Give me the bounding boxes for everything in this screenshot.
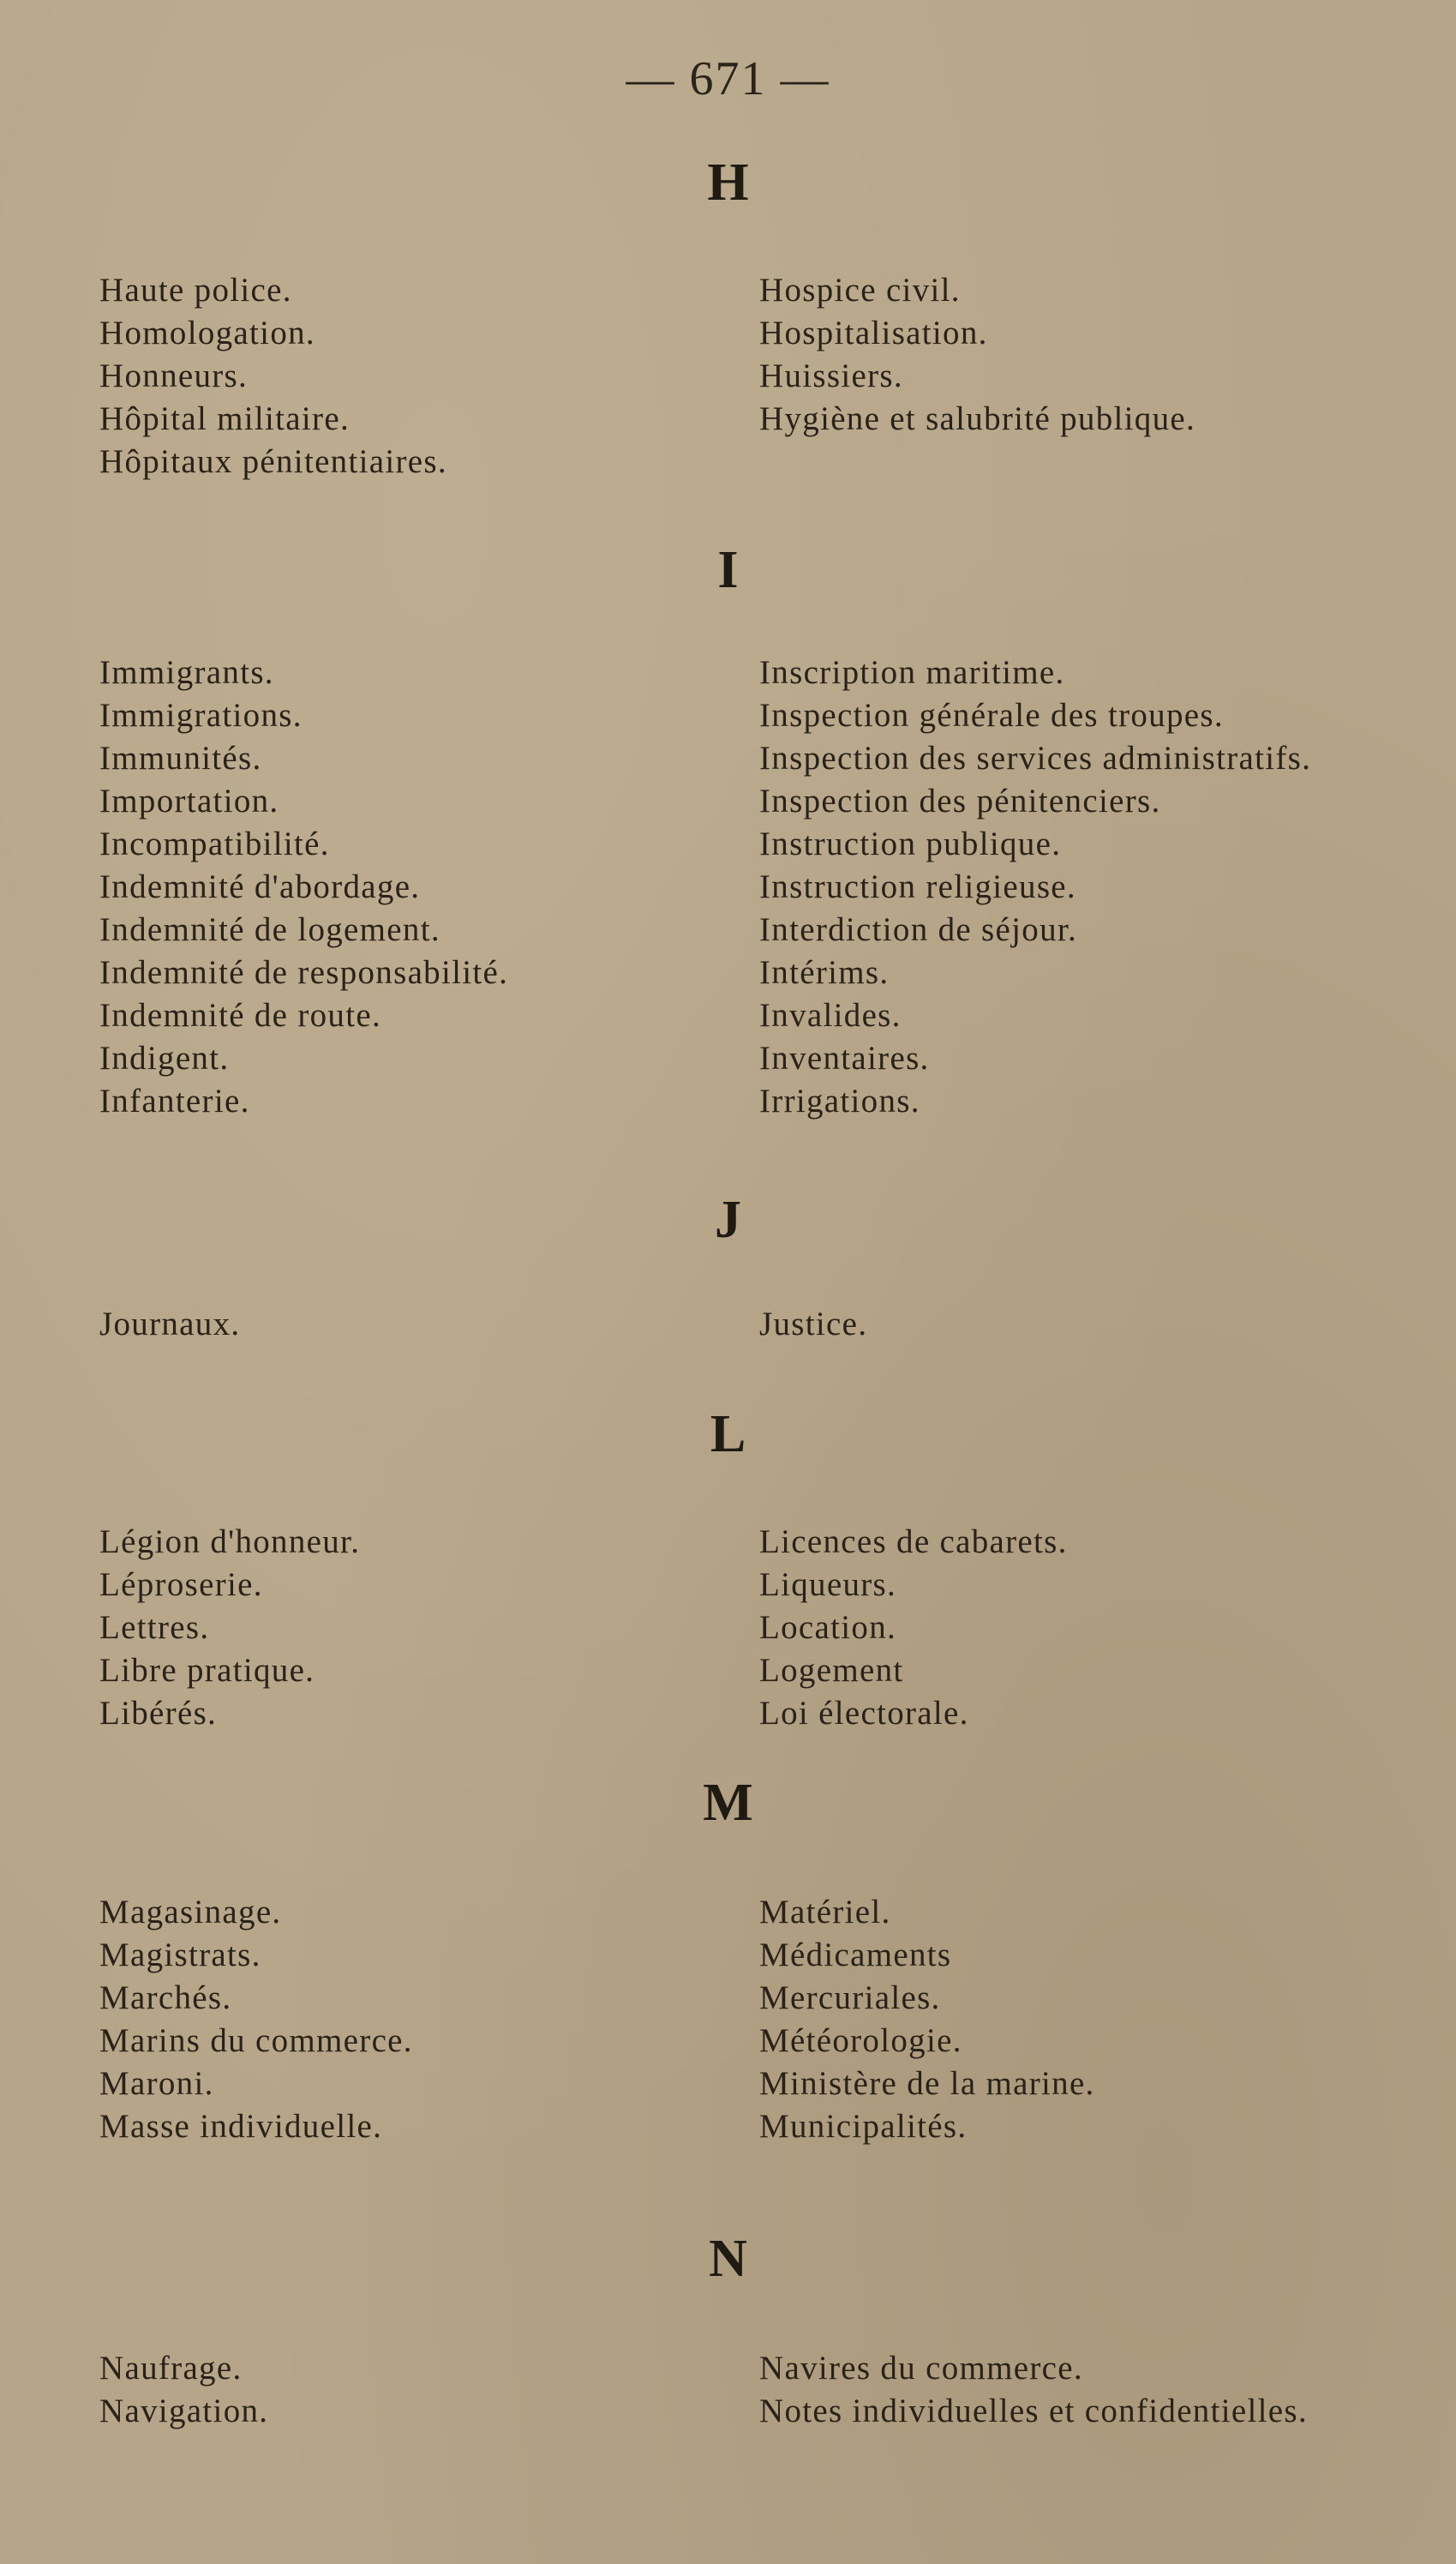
index-entry: Inscription maritime. bbox=[759, 654, 1065, 691]
index-entry: Instruction religieuse. bbox=[759, 868, 1076, 905]
index-entry: Maroni. bbox=[99, 2065, 214, 2102]
index-entry: Inventaires. bbox=[759, 1040, 930, 1077]
index-entry: Hôpital militaire. bbox=[99, 400, 351, 437]
index-entry: Magasinage. bbox=[99, 1894, 282, 1931]
index-entry: Interdiction de séjour. bbox=[759, 911, 1078, 948]
index-entry: Mercuriales. bbox=[759, 1979, 941, 2016]
index-entry: Incompatibilité. bbox=[99, 826, 330, 862]
index-entry: Huissiers. bbox=[759, 357, 903, 394]
index-entry: Ministère de la marine. bbox=[759, 2065, 1095, 2102]
index-entry: Loi électorale. bbox=[759, 1695, 969, 1732]
left-column bbox=[99, 1891, 413, 2148]
index-entry: Masse individuelle. bbox=[99, 2108, 383, 2145]
left-column bbox=[99, 1303, 240, 1346]
index-entry: Municipalités. bbox=[759, 2108, 968, 2145]
index-entry: Légion d'honneur. bbox=[99, 1523, 361, 1560]
section-letter: H bbox=[707, 153, 749, 212]
index-entry: Navigation. bbox=[99, 2393, 269, 2429]
index-entry: Inspection générale des troupes. bbox=[759, 697, 1224, 734]
index-entry: Libre pratique. bbox=[99, 1652, 315, 1689]
index-entry: Hôpitaux pénitentiaires. bbox=[99, 443, 447, 480]
section-letter: L bbox=[710, 1405, 746, 1463]
index-entry: Instruction publique. bbox=[759, 826, 1062, 862]
index-entry: Médicaments bbox=[759, 1937, 952, 1973]
index-entry: Hospice civil. bbox=[759, 272, 961, 309]
index-entry: Logement bbox=[759, 1652, 904, 1689]
index-entry: Indemnité de logement. bbox=[99, 911, 440, 948]
index-entry: Intérims. bbox=[759, 954, 890, 991]
index-entry: Indemnité de route. bbox=[99, 997, 382, 1034]
index-entry: Hygiène et salubrité publique. bbox=[759, 400, 1196, 437]
left-column bbox=[99, 269, 447, 483]
index-entry: Immigrants. bbox=[99, 654, 274, 691]
index-entry: Notes individuelles et confidentielles. bbox=[759, 2393, 1308, 2429]
index-entry: Marins du commerce. bbox=[99, 2022, 413, 2059]
index-entry: Matériel. bbox=[759, 1894, 891, 1931]
right-column bbox=[759, 1891, 1095, 2148]
index-entry: Journaux. bbox=[99, 1306, 241, 1342]
right-column bbox=[759, 1303, 867, 1346]
left-column bbox=[99, 652, 508, 1123]
index-entry: Indemnité de responsabilité. bbox=[99, 954, 509, 991]
left-column bbox=[99, 1521, 360, 1735]
section-letter: M bbox=[703, 1774, 753, 1832]
index-entry: Navires du commerce. bbox=[759, 2350, 1083, 2387]
index-entry: Homologation. bbox=[99, 315, 315, 351]
index-entry: Importation. bbox=[99, 783, 279, 820]
index-entry: Lettres. bbox=[99, 1609, 210, 1646]
index-entry: Inspection des pénitenciers. bbox=[759, 783, 1161, 820]
section-letter: N bbox=[709, 2230, 747, 2288]
index-entry: Naufrage. bbox=[99, 2350, 243, 2387]
page-number: — 671 — bbox=[626, 52, 830, 105]
index-entry: Haute police. bbox=[99, 272, 292, 309]
index-entry: Irrigations. bbox=[759, 1083, 920, 1120]
index-entry: Météorologie. bbox=[759, 2022, 962, 2059]
right-column bbox=[759, 652, 1311, 1123]
index-entry: Libérés. bbox=[99, 1695, 218, 1732]
right-column bbox=[759, 2347, 1308, 2433]
index-entry: Location. bbox=[759, 1609, 897, 1646]
index-entry: Infanterie. bbox=[99, 1083, 250, 1120]
index-entry: Magistrats. bbox=[99, 1937, 261, 1973]
right-column bbox=[759, 269, 1195, 441]
index-entry: Indemnité d'abordage. bbox=[99, 868, 421, 905]
index-entry: Hospitalisation. bbox=[759, 315, 988, 351]
index-entry: Léproserie. bbox=[99, 1566, 263, 1603]
right-column bbox=[759, 1521, 1068, 1735]
index-entry: Invalides. bbox=[759, 997, 902, 1034]
section-letter: J bbox=[715, 1191, 741, 1249]
index-entry: Marchés. bbox=[99, 1979, 232, 2016]
index-entry: Immigrations. bbox=[99, 697, 303, 734]
section-letter: I bbox=[717, 541, 739, 599]
index-entry: Indigent. bbox=[99, 1040, 230, 1077]
index-entry: Justice. bbox=[759, 1306, 868, 1342]
index-entry: Licences de cabarets. bbox=[759, 1523, 1068, 1560]
left-column bbox=[99, 2347, 268, 2433]
index-entry: Inspection des services administratifs. bbox=[759, 740, 1312, 777]
index-entry: Liqueurs. bbox=[759, 1566, 897, 1603]
index-entry: Immunités. bbox=[99, 740, 262, 777]
index-entry: Honneurs. bbox=[99, 357, 249, 394]
